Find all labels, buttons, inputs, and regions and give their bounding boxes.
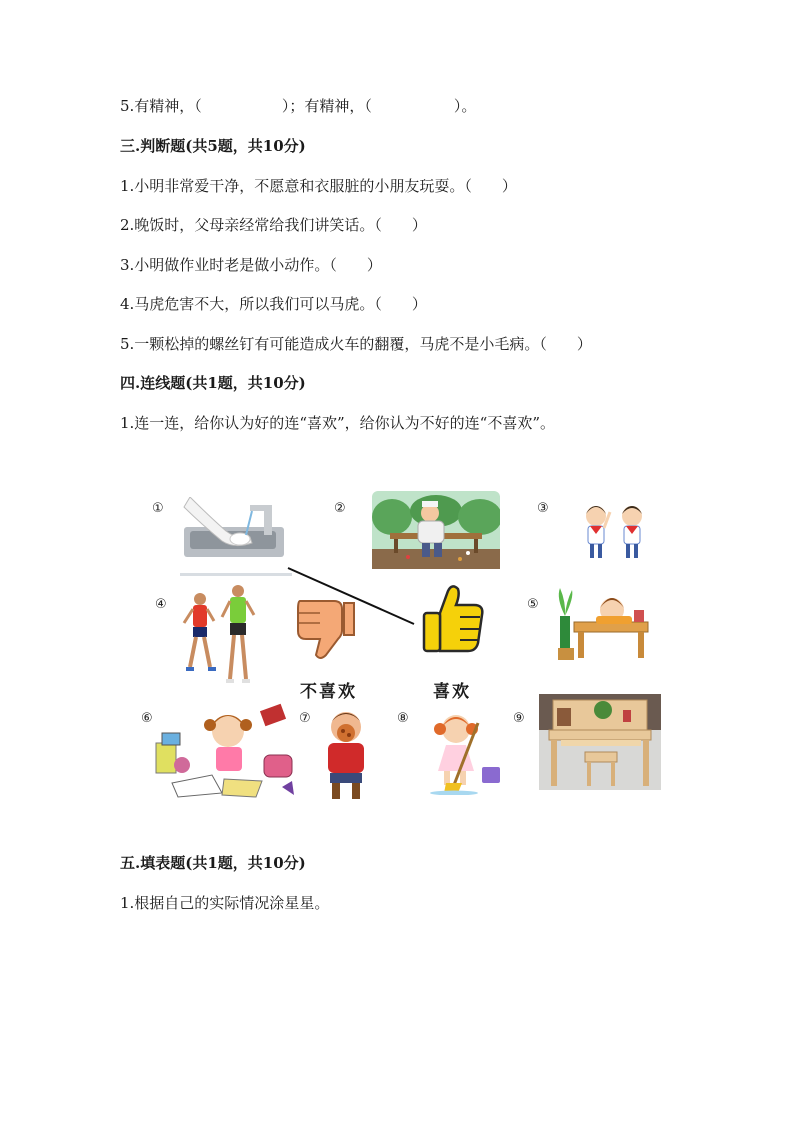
marker-3: ③ <box>537 501 549 516</box>
q5-mid: ）；有精神，（ <box>281 97 372 115</box>
table-question: 1.根据自己的实际情况涂星星。 <box>120 894 330 912</box>
marker-1: ① <box>152 501 164 516</box>
section3-heading: 三.判断题(共5题，共10分) <box>120 137 306 155</box>
sleeping-at-desk-picture <box>556 586 652 664</box>
littering-man-picture <box>372 491 500 569</box>
connecting-line <box>286 566 418 628</box>
q5-suffix: ）。 <box>453 97 477 115</box>
judge-item-4: 4.马虎危害不大，所以我们可以马虎。（ ） <box>120 295 427 313</box>
hand-washing-picture <box>180 497 292 577</box>
section4-heading: 四.连线题(共1题，共10分) <box>120 374 306 392</box>
marker-2: ② <box>334 501 346 516</box>
thumbs-up-icon <box>418 583 488 655</box>
marker-5: ⑤ <box>527 597 539 612</box>
tidy-desk-picture <box>539 694 661 790</box>
q5-prefix: 5.有精神，（ <box>120 97 202 115</box>
marker-6: ⑥ <box>141 711 153 726</box>
judge-item-5: 5.一颗松掉的螺丝钉有可能造成火车的翻覆，马虎不是小毛病。（ ） <box>120 335 592 353</box>
judge-item-3: 3.小明做作业时老是做小动作。（ ） <box>120 256 382 274</box>
section5-heading: 五.填表题(共1题，共10分) <box>120 854 306 872</box>
messy-room-picture <box>152 703 298 799</box>
runners-picture <box>180 583 260 689</box>
children-picture <box>578 500 652 562</box>
match-question: 1.连一连，给你认为好的连“喜欢”，给你认为不好的连“不喜欢”。 <box>120 414 555 432</box>
marker-8: ⑧ <box>397 711 409 726</box>
marker-4: ④ <box>155 597 167 612</box>
boy-eating-picture <box>316 707 376 801</box>
marker-9: ⑨ <box>513 711 525 726</box>
judge-item-2: 2.晚饭时，父母亲经常给我们讲笑话。（ ） <box>120 216 427 234</box>
girl-sweeping-picture <box>424 709 504 795</box>
marker-7: ⑦ <box>299 711 311 726</box>
judge-item-1: 1.小明非常爱干净，不愿意和衣服脏的小朋友玩耍。（ ） <box>120 177 517 195</box>
dislike-label: 不喜欢 <box>300 682 357 702</box>
fill-blank-q5 <box>120 96 476 116</box>
like-label: 喜欢 <box>433 682 471 702</box>
